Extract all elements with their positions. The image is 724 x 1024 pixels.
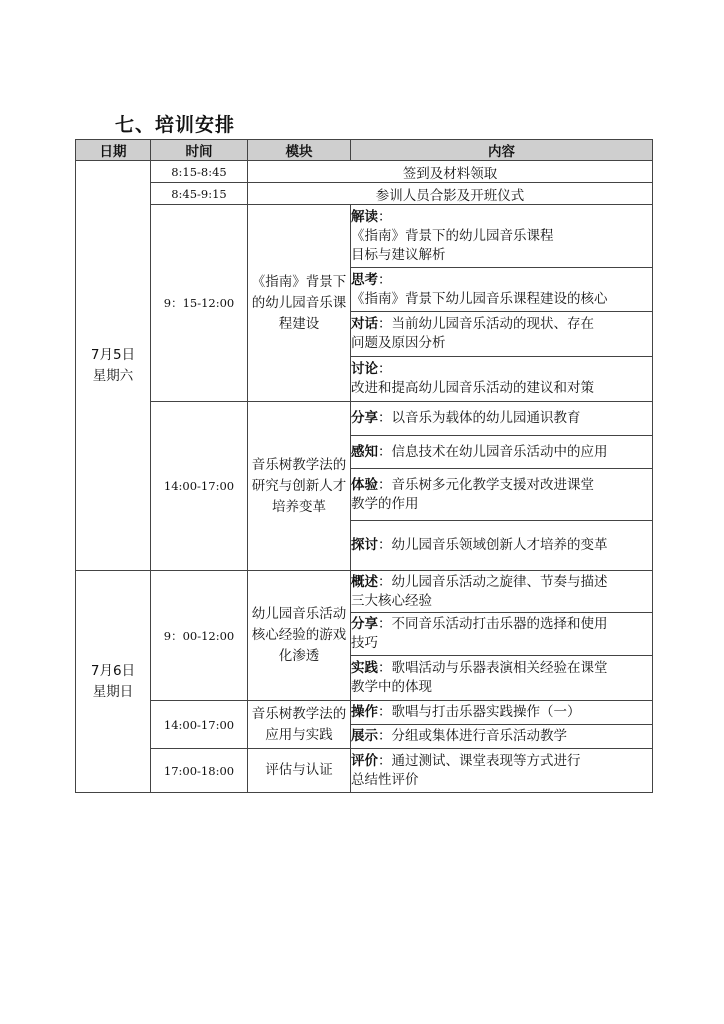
content-label: 展示 [351,728,378,744]
content-text: ：分组或集体进行音乐活动教学 [378,728,567,744]
header-module: 模块 [248,140,351,161]
header-content: 内容 [351,140,653,161]
activity-cell: 签到及材料领取 [248,161,653,183]
content-text: ：幼儿园音乐活动之旋律、节奏与描述 [378,573,608,590]
module-cell: 音乐树教学法的应用与实践 [248,701,351,749]
content-label: 探讨 [351,537,378,553]
content-text: ：当前幼儿园音乐活动的现状、存在 [378,316,594,332]
time-cell: 14:00-17:00 [151,402,248,571]
time-cell: 8:45-9:15 [151,183,248,205]
content-text: ：歌唱与打击乐器实践操作（一） [378,704,581,720]
content-line: 目标与建议解析 [351,246,446,263]
content-cell [351,749,653,793]
content-label: 分享 [351,616,378,632]
content-line: 技巧 [351,635,378,651]
table-row [76,161,653,183]
content-text: ：音乐树多元化教学支援对改进课堂 [378,476,594,493]
content-cell [351,571,653,613]
content-label: 实践 [351,660,378,676]
content-line: 总结性评价 [351,771,419,788]
content-cell [351,469,653,521]
date-cell-day1 [76,161,151,571]
content-line: 问题及原因分析 [351,335,446,351]
content-cell [351,701,653,725]
header-row [76,140,653,161]
content-text: ：通过测试、课堂表现等方式进行 [378,752,581,769]
content-line: 《指南》背景下的幼儿园音乐课程 [351,227,554,244]
content-line: 教学的作用 [351,495,419,512]
module-cell: 音乐树教学法的研究与创新人才培养变革 [248,402,351,571]
content-label: 感知 [351,443,378,460]
content-label: 解读 [351,208,378,225]
content-label: 体验 [351,476,378,493]
content-label: 对话 [351,316,378,332]
content-text: ：以音乐为载体的幼儿园通识教育 [378,410,581,426]
content-label: 评价 [351,752,378,769]
header-date: 日期 [76,140,151,161]
content-text: ： [378,271,392,288]
content-cell [351,436,653,469]
content-cell [351,521,653,571]
time-cell: 9：00-12:00 [151,571,248,701]
content-cell [351,402,653,436]
time-cell: 17:00-18:00 [151,749,248,793]
content-line: 教学中的体现 [351,679,432,695]
content-text: ：不同音乐活动打击乐器的选择和使用 [378,616,608,632]
time-cell: 9：15-12:00 [151,205,248,402]
content-label: 概述 [351,573,378,590]
weekday-line: 星期六 [92,367,134,384]
time-cell: 14:00-17:00 [151,701,248,749]
table-row [76,205,653,268]
content-cell [351,656,653,701]
weekday-line: 星期日 [92,683,134,700]
content-label: 讨论 [351,361,378,377]
content-cell [351,312,653,357]
content-line: 《指南》背景下幼儿园音乐课程建设的核心 [351,290,608,307]
date-cell-day2 [76,571,151,793]
module-cell: 《指南》背景下的幼儿园音乐课程建设 [248,205,351,402]
header-time: 时间 [151,140,248,161]
content-line: 改进和提高幼儿园音乐活动的建议和对策 [351,380,594,396]
module-cell: 评估与认证 [248,749,351,793]
time-cell: 8:15-8:45 [151,161,248,183]
section-heading: 七、培训安排 [115,114,236,136]
content-cell [351,357,653,402]
activity-cell: 参训人员合影及开班仪式 [248,183,653,205]
content-label: 分享 [351,410,378,426]
date-line: 7月6日 [90,662,136,679]
schedule-table [75,139,653,793]
table-row [76,749,653,793]
table-row [76,183,653,205]
content-text: ：歌唱活动与乐器表演相关经验在课堂 [378,660,608,676]
content-text: ：幼儿园音乐领域创新人才培养的变革 [378,537,608,553]
content-cell [351,725,653,749]
date-line: 7月5日 [90,346,136,363]
module-cell: 幼儿园音乐活动核心经验的游戏化渗透 [248,571,351,701]
content-cell [351,205,653,268]
table-row [76,402,653,436]
content-cell [351,268,653,312]
content-label: 思考 [351,271,378,288]
content-text: ： [378,208,392,225]
content-line: 三大核心经验 [351,592,432,609]
table-row [76,571,653,613]
content-text: ： [378,361,392,377]
content-cell [351,613,653,656]
table-row [76,701,653,725]
content-text: ：信息技术在幼儿园音乐活动中的应用 [378,443,608,460]
content-label: 操作 [351,704,378,720]
